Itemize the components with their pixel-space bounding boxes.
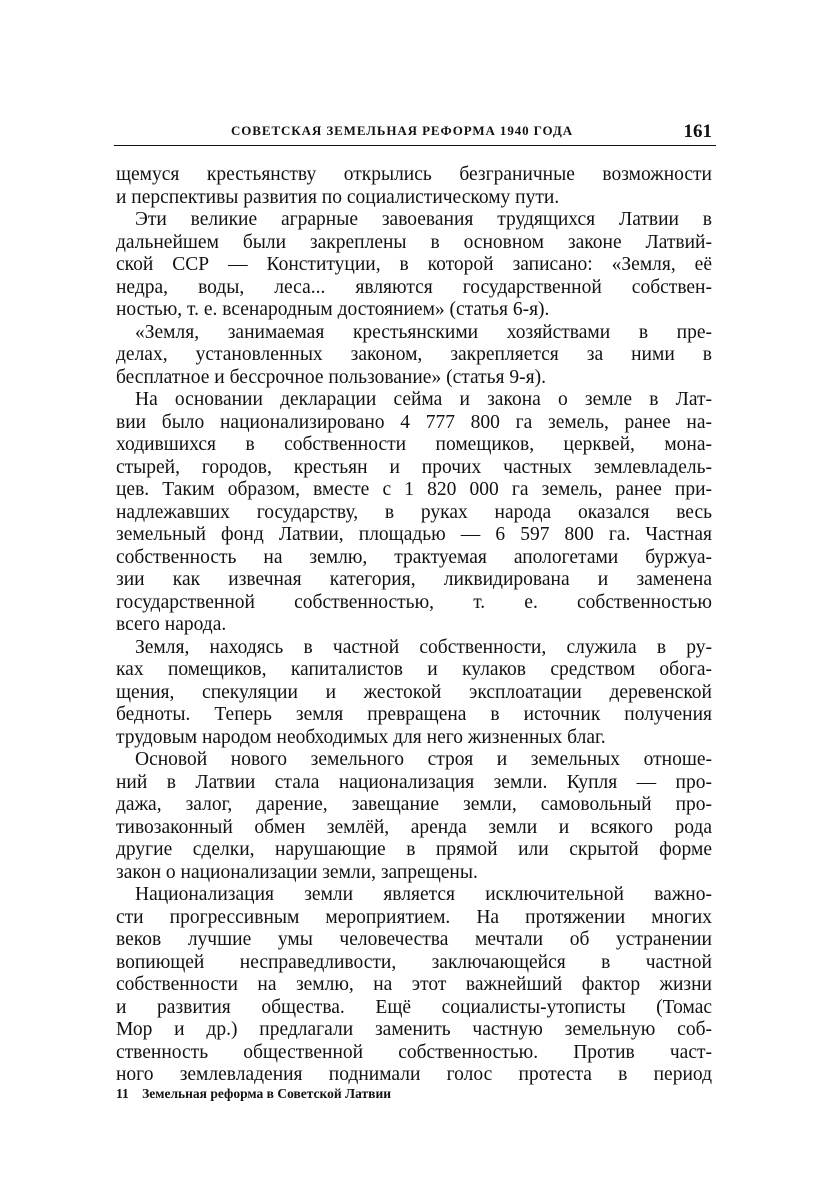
text-line: веков лучшие умы человечества мечтали об устранении xyxy=(116,929,712,950)
text-line: Национализация земли является исключительной важно- xyxy=(135,884,712,905)
text-line: ках помещиков, капиталистов и кулаков средством обога- xyxy=(116,659,712,680)
text-line: бедноты. Теперь земля превращена в источник получения xyxy=(116,704,712,725)
text-line: сти прогрессивным мероприятием. На протяжении многих xyxy=(116,906,712,928)
text-line: бесплатное и бессрочное пользование» (статья 9-я). xyxy=(116,366,546,388)
text-line: тивозаконный обмен землёй, аренда земли и всякого рода xyxy=(116,816,712,838)
text-line: щемуся крестьянству открылись безграничные возможности xyxy=(116,164,712,185)
text-line: ного землевладения поднимали голос протеста в период xyxy=(116,1064,712,1085)
text-line: и перспективы развития по социалистическому пути. xyxy=(116,186,560,208)
text-line: Земля, находясь в частной собственности, служила в ру- xyxy=(135,636,712,658)
running-head: СОВЕТСКАЯ ЗЕМЕЛЬНАЯ РЕФОРМА 1940 ГОДА xyxy=(231,123,574,138)
text-line: ностью, т. е. всенародным достоянием» (статья 6-я). xyxy=(116,299,550,320)
text-line: ственность общественной собственностью. Против част- xyxy=(116,1041,712,1063)
text-line: земельный фонд Латвии, площадью — 6 597 800 га. Частная xyxy=(116,524,712,545)
text-line: зии как извечная категория, ликвидирована и заменена xyxy=(116,569,712,590)
header-rule xyxy=(114,145,716,146)
text-line: делах, установленных законом, закрепляется за ними в xyxy=(116,344,712,365)
text-line: вии было национализировано 4 777 800 га земель, ранее на- xyxy=(116,411,712,433)
text-line: ской ССР — Конституции, в которой записано: «Земля, её xyxy=(116,254,712,275)
signature-number: 11 xyxy=(116,1086,129,1101)
text-line: ходившихся в собственности помещиков, церквей, мона- xyxy=(116,434,712,455)
page-header xyxy=(114,121,716,149)
text-line: всего народа. xyxy=(116,614,227,635)
text-line: трудовым народом необходимых для него жизненных благ. xyxy=(116,726,606,748)
text-line: другие сделки, нарушающие в прямой или скрытой форме xyxy=(116,839,712,860)
text-line: Мор и др.) предлагали заменить частную земельную соб- xyxy=(116,1019,712,1040)
text-line: государственной собственностью, т. е. собственностью xyxy=(116,591,712,613)
text-line: На основании декларации сейма и закона о земле в Лат- xyxy=(135,389,712,410)
text-line: ний в Латвии стала национализация земли. Купля — про- xyxy=(116,771,712,793)
text-line: собственности на землю, на этот важнейший фактор жизни xyxy=(116,974,712,995)
page-number: 161 xyxy=(683,121,712,142)
text-line: недра, воды, леса... являются государственной собствен- xyxy=(116,276,712,298)
text-line: дажа, залог, дарение, завещание земли, самовольный про- xyxy=(116,794,712,815)
text-line: цев. Таким образом, вместе с 1 820 000 га земель, ранее при- xyxy=(116,479,712,500)
text-line: стырей, городов, крестьян и прочих частных землевладель- xyxy=(116,456,712,478)
text-line: щения, спекуляции и жестокой эксплоатации деревенской xyxy=(116,681,712,703)
text-line: Основой нового земельного строя и земельных отноше- xyxy=(135,749,712,770)
text-line: вопиющей несправедливости, заключающейся в частной xyxy=(116,951,712,973)
signature-title: Земельная реформа в Советской Латвии xyxy=(142,1086,391,1101)
body-text xyxy=(116,164,712,1087)
text-line: Эти великие аграрные завоевания трудящихся Латвии в xyxy=(135,209,712,230)
signature-footer xyxy=(116,1086,401,1102)
text-line: дальнейшем были закреплены в основном законе Латвий- xyxy=(116,231,712,253)
text-line: закон о национализации земли, запрещены. xyxy=(116,861,478,883)
text-line: надлежавших государству, в руках народа оказался весь xyxy=(116,501,712,523)
text-line: «Земля, занимаемая крестьянскими хозяйствами в пре- xyxy=(135,321,712,343)
text-line: и развития общества. Ещё социалисты-утописты (Томас xyxy=(116,996,712,1018)
text-line: собственность на землю, трактуемая апологетами буржуа- xyxy=(116,546,712,568)
